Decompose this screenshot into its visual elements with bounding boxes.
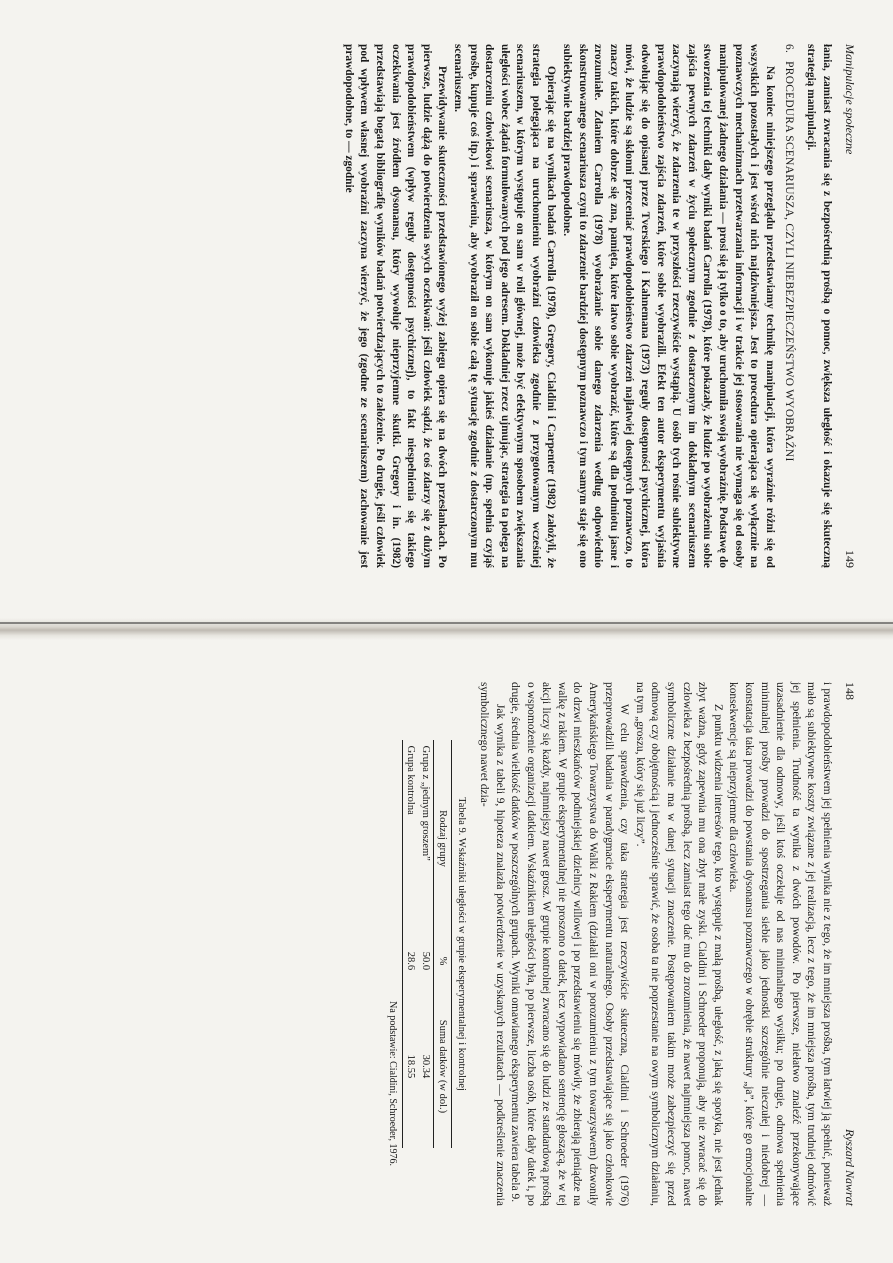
column-header: Rodzaj grupy (434, 740, 452, 938)
section-title: PROCEDURA SCENARIUSZA, CZYLI NIEBEZPIECZEŃSTWO WYOBRAŹNI (782, 61, 795, 462)
table-cell: 30.34 (420, 1054, 432, 1079)
running-head-title: Manipulacje społeczne (843, 44, 857, 155)
table-cell: Grupa kontrolna (403, 740, 419, 938)
paragraph: Na koniec niniejszego przeglądu przedstawiamy technikę manipulacji, która wyraźnie różni się od wszystkich pozostałych i jest wśród nich najdziwniejsza. Jest to procedura opierająca się wyłącznie na poznawczych mechanizmach przetwarzania informacji i w trakcie jej stosowania nie wymaga się od osoby manipulowanej żadnego działania — prosi się ją tylko o to, aby uruchomiła swoją wyobraźnię. Podstawę do stworzenia tej techniki dały wyniki badań Carrolla (1978), które pokazały, że ludzie po wyobrażeniu sobie zajścia pewnych zdarzeń w życiu społecznym zgodnie z dostarczonym im dokładnym scenariuszem zaczynają wierzyć, że zdarzenia te w przyszłości rzeczywiście wystąpią. U osób tych rośnie subiektywne prawdopodobieństwo zajścia zdarzeń, które sobie wyobrazili. Efekt ten autor eksperymentu wyjaśnia odwołując się do opisanej przez Tverskiego i Kahnemana (1973) reguły dostępności psychicznej, która mówi, że ludzie są skłonni przeceniać prawdopodobieństwo zdarzeń najłatwiej dostępnych poznawczo, to znaczy takich, które dobrze się zna, pamięta, które łatwo sobie wyobrazić, które są dla podmiotu jasne i zrozumiałe. Zdaniem Carrolla (1978) wyobrażanie sobie danego zdarzenia według odpowiednio skonstruowanego scenariusza czyni to zdarzenie bardziej dostępnym poznawczo i tym samym staje się ono subiektywnie bardziej prawdopodobne. (561, 44, 776, 568)
table-caption: Tabela 9. Wskaźniki ułegłości w grupie eksperymentalnej i kontrolnej (456, 797, 468, 1091)
table-cell: 18.55 (403, 985, 419, 1149)
column-header: % (434, 937, 452, 984)
table-row (403, 740, 419, 1149)
paragraph: i prawdopodobieństwem jej spełnienia wynika nie z tego, że im mniejsza prośba, tym łatwiej ją spełnić, ponieważ mało są subiektywne koszty związane z jej realizacją, lecz z tego, że im mniejsza prośba, tym trudniej odmówić jej spełnienia. Trudność ta wynika z dwóch powodów. Po pierwsze, niełatwo znaleźć przekonywające uzasadnienie dla odmowy, jeśli ktoś oczekuje od nas minimalnego wysiłku; po drugie, odmowa spełnienia minimalnej prośby prowadzi do spostrzegania siebie jako jednostki szczególnie nieczułej i niedobrej — konstatacja taka prowadzi do powstania dysonansu poznawczego w obrębie struktury „ja”, które go emocjonalne konsekwencje są nieprzyjemne dla człowieka. (727, 682, 833, 1206)
paragraph: Przewidywanie skuteczności przedstawionego wyżej zabiegu opiera się na dwóch przesłankach. Po pierwsze, ludzie dążą do potwierdzenia swych oczekiwań: jeśli człowiek sądzi, że coś zdarzy się z dużym prawdopodobieństwem (wpływ reguły dostępności psychicznej), to fakt niespełnienia się takiego oczekiwania jest źródłem dysonansu, który wywołuje nieprzyjemne skutki. Gregory i in. (1982) przedstawiają bogatą bibliografię wyników badań potwierdzających to założenie. Po drugie, jeśli człowiek pod wpływem własnej wyobraźni zaczyna wierzyć, że jego (zgodne ze scenariuszem) zachowanie jest prawdopodobne, to — zgodnie (342, 44, 449, 568)
column-header: Suma datków (w dol.) (434, 985, 452, 1149)
running-header (842, 682, 857, 1206)
table-cell: 28.6 (403, 937, 419, 984)
gutter-divider (0, 622, 893, 624)
section-number: 6. (782, 44, 795, 54)
paragraph: Opierając się na wynikach badań Carrolla (1978), Gregory, Cialdini i Carpenter (1982) założyli, że strategia polegająca na uruchomieniu wyobraźni człowieka zgodnie z przygotowanym wcześniej scenariuszem, w którym występuje on sam w roli głównej, może być efektywnym sposobem zwiększania ułegłości wobec żądań formułowanych pod jego adresem. Dokładniej rzecz ujmując, strategia ta polega na dostarczeniu człowiekowi scenariusza, w którym on sam wykonuje jakieś działanie (np. spełnia czyjąś prośbę, kupuje coś itp.) i sprawieniu, aby wyobraził on sobie całą tę sytuację zgodnie z dostarczonym mu scenariuszem. (451, 44, 558, 568)
page-149 (0, 6, 893, 606)
section-heading (783, 44, 795, 568)
data-table (402, 740, 452, 1149)
page-number: 149 (843, 550, 857, 568)
table-header-row (434, 740, 452, 1149)
table-source-note: Na podstawie: Cialdini, Schroeder, 1976. (387, 1001, 399, 1166)
paragraph: W celu sprawdzenia, czy taka strategia jest rzeczywiście skuteczna, Cialdini i Schroeder (1976) przeprowadzili badania w paradygmacie eksperymentu naturalnego. Osoby przedstawiające się jako członkowie Amerykańskiego Towarzystwa do Walki z Rakiem (działali oni w porozumieniu z tym towarzystwem) dzwoniły do drzwi mieszkańców podmiejskiej dzielnicy willowej i po przedstawieniu się mówiły, że zbierają pieniądze na walkę z rakiem. W grupie eksperymentalnej nie proszono o datek, lecz wypowiadano sentencję głoszącą, że w tej akcji liczy się każdy, najmniejszy nawet grosz. W grupie kontrolnej zwracano się do ludzi ze standardową prośbą o wspomożenie organizacji datkiem. Wskaźnikiem ułegłości była, po pierwsze, liczba osób, które dały datek i, po drugie, średnia wielkość datków w poszczególnych grupach. Wyniki omawianego eksperymentu zawiera tabela 9. (509, 682, 631, 1206)
page-148 (0, 644, 893, 1244)
intro-paragraph: łania, zamiast zwracania się z bezpośrednią prośbą o pomoc, zwiększa ułegłość i okazuje się skuteczną strategią manipulacji. (805, 44, 833, 568)
paragraph: Jak wynika z tabeli 9, hipoteza znalazła potwierdzenie w uzyskanych rezultatach — podkreślenie znaczenia symbolicznego nawet dzia- (477, 682, 506, 1206)
running-head-title: Ryszard Nawrat (843, 1128, 857, 1206)
page-number: 148 (843, 682, 857, 700)
table-cell: Grupa z „jednym groszem” (420, 745, 432, 861)
table-cell: 50.0 (420, 951, 432, 971)
running-header (842, 44, 857, 568)
table-row (418, 740, 434, 1149)
table-9 (387, 682, 467, 1206)
paragraph: Z punktu widzenia interesów tego, kto występuje z małą prośbą, ułegłość, z jaką się spotyka, nie jest jednak zbyt ważna, gdyż zapewnia mu ona zbyt małe zyski. Cialdini i Schroeder proponują, aby nie zwracać się do człowieka z bezpośrednią prośbą, lecz zamiast tego dać mu do zrozumienia, że nawet najmniejsza pomoc, nawet symboliczne działanie ma w danej sytuacji znaczenie. Postępowaniem takim może zabezpieczyć się przed odmową czy obojętnością i jednocześnie sprawić, że osoba ta nie poprzestanie na owym symbolicznym działaniu, na tym „groszu, który się już liczy”. (633, 682, 724, 1206)
